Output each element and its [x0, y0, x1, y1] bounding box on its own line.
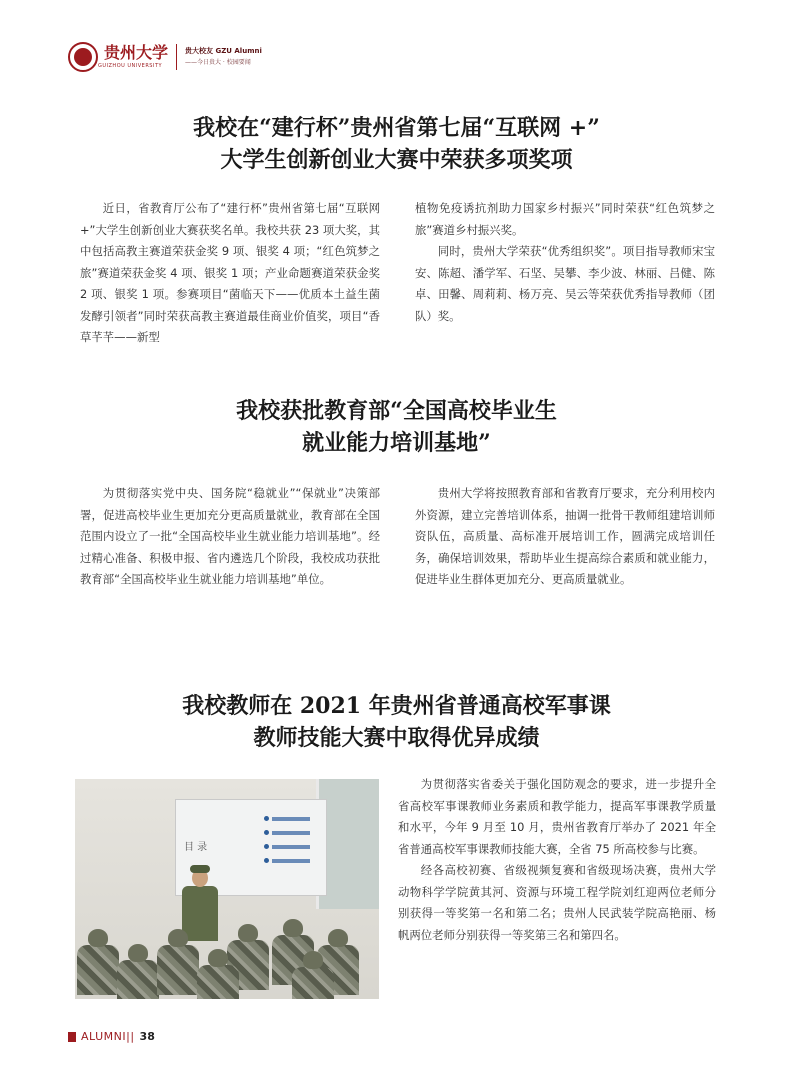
article1-left-column [80, 198, 380, 349]
magazine-title: 贵大校友 GZU Alumni [185, 47, 262, 55]
article2-title-line1: 我校获批教育部“全国高校毕业生 [236, 398, 557, 424]
section-name: ——今日贵大 · 校园要闻 [185, 59, 251, 66]
header-divider [176, 44, 177, 70]
article3-paragraph: 经各高校初赛、省级视频复赛和省级现场决赛，贵州大学动物科学学院黄其河、资源与环境工程学院刘红迎两位老师分别获得一等奖第一名和第二名；贵州人民武装学院高艳丽、杨帆两位老师分别获得一等奖第三名和第四名。 [398, 863, 716, 942]
cadet-figure [195, 949, 241, 999]
article1-title-line1: 我校在“建行杯”贵州省第七届“互联网 +” [193, 115, 600, 141]
article2-paragraph: 贵州大学将按照教育部和省教育厅要求，充分利用校内外资源，建立完善培训体系，抽调一批骨干教师组建培训师资队伍，高质量、高标准开展培训工作，圆满完成培训任务，确保培训效果，帮助毕业生提高综合素质和就业能力，促进毕业生群体更加充分、更高质量就业。 [415, 486, 715, 586]
article1-right-column [415, 198, 715, 327]
university-name-en: GUIZHOU UNIVERSITY [98, 63, 163, 69]
page-number: 38 [139, 1030, 155, 1043]
footer-magazine-label: ALUMNI|| [81, 1030, 135, 1043]
magazine-tagline [185, 46, 262, 68]
article1-paragraph: 同时，贵州大学荣获“优秀组织奖”。项目指导教师宋宝安、陈超、潘学军、石坚、吴攀、李少波、林丽、吕健、陈卓、田馨、周莉莉、杨万亮、吴云等荣获优秀指导教师（团队）奖。 [415, 244, 715, 323]
article3-title [0, 690, 793, 754]
university-seal-icon [68, 42, 98, 72]
article1-title [0, 112, 793, 176]
bullet-icon [264, 844, 269, 849]
university-name: 贵州大学 [104, 43, 169, 62]
bullet-icon [264, 858, 269, 863]
slide-line [272, 817, 310, 821]
bullet-icon [264, 816, 269, 821]
slide-line [272, 859, 310, 863]
article2-title [0, 395, 793, 459]
page-footer [68, 1030, 155, 1043]
article3-title-line1: 我校教师在 2021 年贵州省普通高校军事课 [182, 693, 611, 719]
article2-left-column [80, 483, 380, 591]
cadet-figure [290, 951, 336, 999]
classroom-photo [75, 779, 379, 999]
slide-line [272, 831, 310, 835]
article1-paragraph: 近日，省教育厅公布了“建行杯”贵州省第七届“互联网 +”大学生创新创业大赛获奖名单。我校共获 23 项大奖，其中包括高教主赛道荣获金奖 9 项、银奖 4 项；“红色筑梦之旅”赛道荣获金奖 4 项、银奖 1 项；产业命题赛道荣获金奖 2 项、银奖 1 项。参赛项目“菌临天下——优质本土益生菌发酵引领者”同时荣获高教主赛道最佳商业价值奖，项目“香草芊芊——新型 [80, 201, 380, 344]
article3-paragraph: 为贯彻落实省委关于强化国防观念的要求，进一步提升全省高校军事课教师业务素质和教学能力，提高军事课教学质量和水平，今年 9 月至 10 月，贵州省教育厅举办了 2021 年全省普通高校军事课教师技能大赛，全省 75 所高校参与比赛。 [398, 777, 716, 856]
article2-right-column [415, 483, 715, 591]
article1-title-line2: 大学生创新创业大赛中荣获多项奖项 [220, 147, 573, 173]
bullet-icon [264, 830, 269, 835]
masthead [68, 40, 262, 74]
article2-paragraph: 为贯彻落实党中央、国务院“稳就业”“保就业”决策部署，促进高校毕业生更加充分更高质量就业，教育部在全国范围内设立了一批“全国高校毕业生就业能力培训基地”。经过精心准备、积极申报、省内遴选几个阶段，我校成功获批教育部“全国高校毕业生就业能力培训基地”单位。 [80, 486, 380, 586]
article3-right-column [398, 774, 716, 946]
article1-paragraph-continued: 植物免疫诱抗剂助力国家乡村振兴”同时荣获“红色筑梦之旅”赛道乡村振兴奖。 [415, 201, 715, 237]
footer-marker-icon [68, 1032, 76, 1042]
article3-title-line2: 教师技能大赛中取得优异成绩 [253, 725, 540, 751]
university-logo [98, 45, 168, 69]
slide-line [272, 845, 310, 849]
screen-title: 目 录 [184, 842, 208, 853]
article2-title-line2: 就业能力培训基地” [302, 430, 491, 456]
